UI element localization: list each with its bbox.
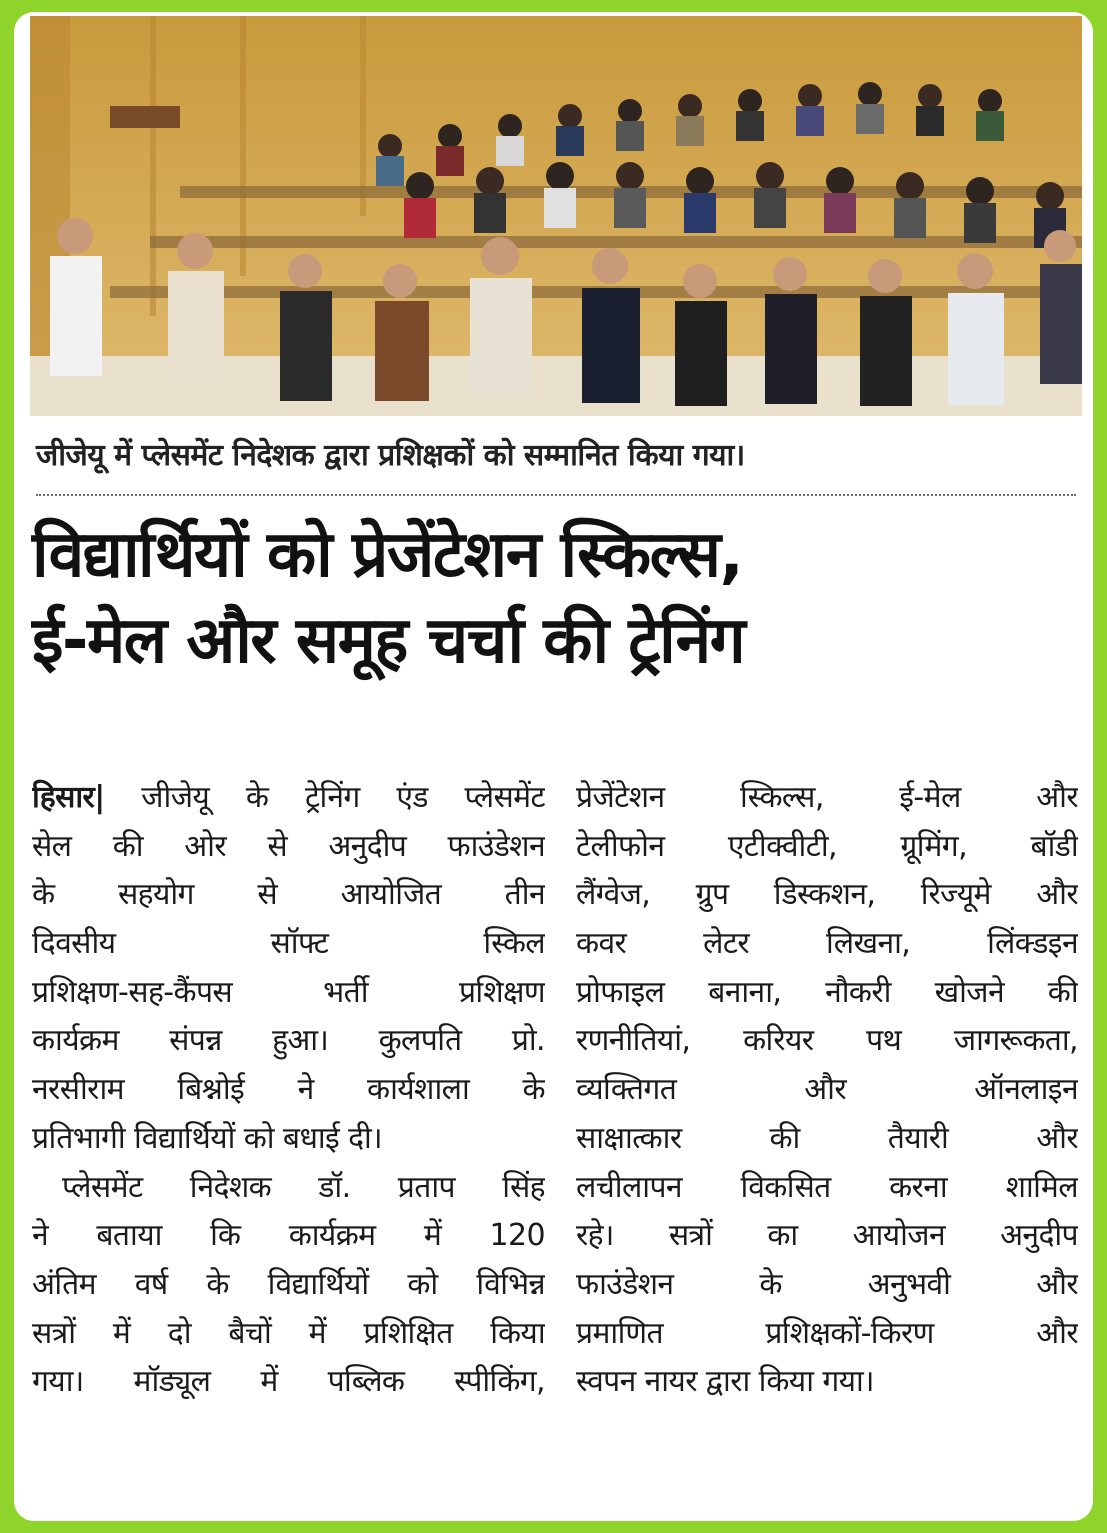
group-photo xyxy=(30,16,1082,416)
article-line: कवर लेटर लिखना, लिंक्डइन xyxy=(576,926,1078,962)
article-line: प्रतिभागी विद्यार्थियों को बधाई दी। xyxy=(32,1120,382,1156)
group-photo-image xyxy=(30,16,1082,416)
article-line: सेल की ओर से अनुदीप फाउंडेशन xyxy=(32,828,545,864)
article-line: प्रशिक्षण-सह-कैंपस भर्ती प्रशिक्षण xyxy=(32,974,545,1010)
newspaper-clipping xyxy=(14,12,1093,1521)
article-line: व्यक्तिगत और ऑनलाइन xyxy=(576,1072,1078,1108)
article-line: ने बताया कि कार्यक्रम में 120 xyxy=(32,1218,545,1254)
article-line: साक्षात्कार की तैयारी और xyxy=(576,1120,1078,1156)
article-line: प्रेजेंटेशन स्किल्स, ई-मेल और xyxy=(576,780,1078,815)
article-line: प्लेसमेंट निदेशक डॉ. प्रताप सिंह xyxy=(62,1169,545,1205)
article-line: गया। मॉड्यूल में पब्लिक स्पीकिंग, xyxy=(32,1364,545,1400)
article-column-left xyxy=(32,774,545,1407)
article-line: दिवसीय सॉफ्ट स्किल xyxy=(32,926,545,962)
article-line: लचीलापन विकसित करना शामिल xyxy=(576,1169,1078,1205)
article-column-right xyxy=(576,774,1078,1407)
article-line: अंतिम वर्ष के विद्यार्थियों को विभिन्न xyxy=(32,1266,545,1302)
article-line: कार्यक्रम संपन्न हुआ। कुलपति प्रो. xyxy=(32,1023,545,1059)
article-line xyxy=(32,774,545,823)
article-line: स्वपन नायर द्वारा किया गया। xyxy=(576,1364,874,1400)
headline-line-2: ई-मेल और समूह चर्चा की ट्रेनिंग xyxy=(32,604,745,678)
headline xyxy=(32,512,1082,684)
article-line: सत्रों में दो बैचों में प्रशिक्षित किया xyxy=(32,1315,545,1351)
article-line: लैंग्वेज, ग्रुप डिस्कशन, रिज्यूमे और xyxy=(576,877,1078,913)
article-line: के सहयोग से आयोजित तीन xyxy=(32,877,545,913)
article-line: नरसीराम बिश्नोई ने कार्यशाला के xyxy=(32,1072,545,1108)
article-line: प्रोफाइल बनाना, नौकरी खोजने की xyxy=(576,974,1078,1010)
article-line: प्रमाणित प्रशिक्षकों-किरण और xyxy=(576,1315,1078,1351)
article-line: रणनीतियां, करियर पथ जागरूकता, xyxy=(576,1023,1078,1059)
article-line: फाउंडेशन के अनुभवी और xyxy=(576,1266,1078,1302)
photo-caption: जीजेयू में प्लेसमेंट निदेशक द्वारा प्रशिक्षकों को सम्मानित किया गया। xyxy=(36,438,745,473)
dotted-divider xyxy=(36,494,1076,496)
dateline: हिसार| xyxy=(32,780,105,815)
article-line: टेलीफोन एटीक्वीटी, ग्रूमिंग, बॉडी xyxy=(576,828,1078,864)
headline-line-1: विद्यार्थियों को प्रेजेंटेशन स्किल्स, xyxy=(32,518,743,592)
article-text: जीजेयू के ट्रेनिंग एंड प्लेसमेंट xyxy=(104,780,545,815)
article-line: रहे। सत्रों का आयोजन अनुदीप xyxy=(576,1218,1078,1254)
